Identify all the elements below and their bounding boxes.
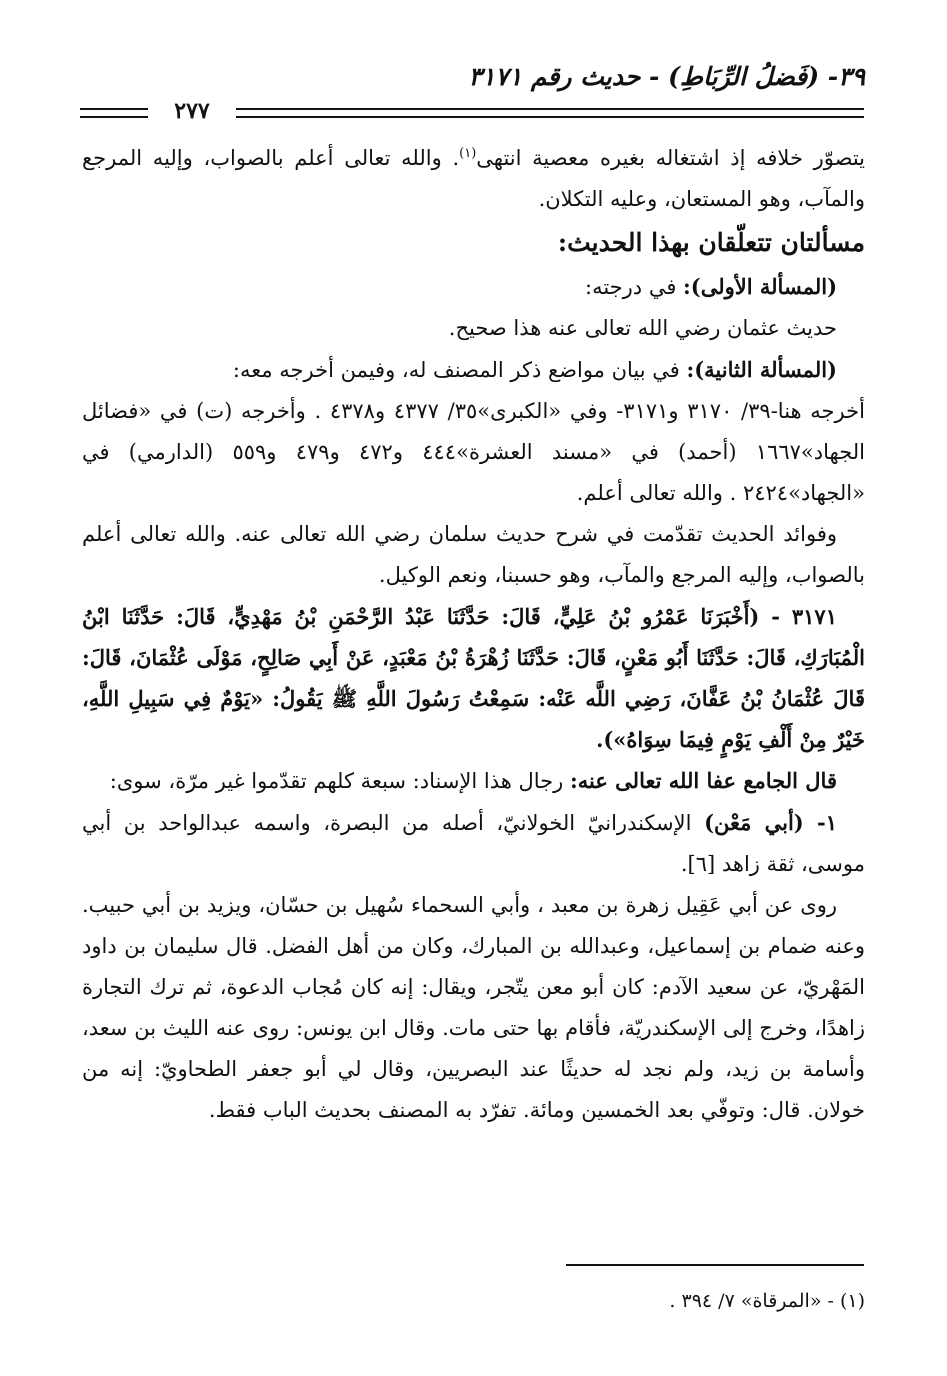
question-one: (المسألة الأولى): في درجته: — [585, 274, 837, 299]
jami-paragraph: قال الجامع عفا الله تعالى عنه: رجال هذا الإسناد: سبعة كلهم تقدّموا غير مرّة، سوى: — [109, 768, 837, 793]
footnote-ref: (١) — [459, 146, 477, 161]
page-number: ٢٧٧ — [152, 98, 232, 124]
narrator-paragraph: ١- (أبي مَعْن) الإسكندرانيّ الخولانيّ، أصله من البصرة، واسمه عبدالواحد بن أبي موسى، ثقة زاهد [٦]. — [82, 810, 865, 876]
question-two: (المسألة الثانية): في بيان مواضع ذكر المصنف له، وفيمن أخرجه معه: — [232, 357, 837, 382]
narrator-biography: روى عن أبي عَقِيل زهرة بن معبد ، وأبي السحماء سُهيل بن حسّان، ويزيد بن أبي حبيب. وعنه ضمام بن إسماعيل، وعبدالله بن المبارك، وكان من أهل الفضل. قال سليمان بن داود المَهْريّ، عن سعيد الآدم: كان أبو معن يتّجر، ويقال: إنه كان مُجاب الدعوة، ثم ترك التجارة زاهدًا، وخرج إلى الإسكندريّة، فأقام بها حتى مات. وقال ابن يونس: روى عنه الليث بن سعد، وأسامة بن زيد، ولم نجد له حديثًا عند البصريين، وقال لي أبو جعفر الطحاويّ: إنه من خولان. قال: وتوفّي بعد الخمسين ومائة. تفرّد به المصنف بحديث الباب فقط. — [82, 893, 865, 1122]
running-header: ٣٩- (فَضلُ الرِّبَاطِ) - حديث رقم ٣١٧١ — [468, 62, 865, 91]
main-text — [82, 138, 865, 1131]
footnote-divider — [566, 1264, 864, 1266]
benefits-paragraph: وفوائد الحديث تقدّمت في شرح حديث سلمان رضي الله تعالى عنه. والله تعالى أعلم بالصواب، وإليه المرجع والمآب، وهو حسبنا، ونعم الوكيل. — [82, 522, 865, 587]
question-two-body: أخرجه هنا-٣٩/ ٣١٧٠ و٣١٧١- وفي «الكبرى»٣٥/ ٤٣٧٧ و٤٣٧٨ . وأخرجه (ت) في «فضائل الجهاد»١٦٦٧ (أحمد) في «مسند العشرة»٤٤٤ و٤٧٢ و٤٧٩ و٥٥٩ (الدارمي) في «الجهاد»٢٤٢٤ . والله تعالى أعلم. — [82, 399, 865, 505]
section-heading: مسألتان تتعلّقان بهذا الحديث: — [557, 228, 865, 257]
footnote: (١) - «المرقاة» ٧/ ٣٩٤ . — [669, 1290, 865, 1312]
header-rule-right — [236, 108, 864, 118]
paragraph-opening: يتصوّر خلافه إذ اشتغاله بغيره معصية انتهى$^{(١)}$. والله تعالى أعلم بالصواب، وإليه المرجع والمآب، وهو المستعان، وعليه التكلان. — [82, 146, 865, 211]
question-one-body: حديث عثمان رضي الله تعالى عنه هذا صحيح. — [448, 316, 837, 340]
header-rule-left — [80, 108, 148, 118]
hadith-text: ٣١٧١ - (أَخْبَرَنَا عَمْرُو بْنُ عَلِيٍّ، قَالَ: حَدَّثَنَا عَبْدُ الرَّحْمَنِ بْنُ مَهْدِيٍّ، قَالَ: حَدَّثَنَا ابْنُ الْمُبَارَكِ، قَالَ: حَدَّثَنَا أَبُو مَعْنٍ، قَالَ: حَدَّثَنَا زُهْرَةُ بْنُ مَعْبَدٍ، عَنْ أَبِي صَالِحٍ، مَوْلَى عُثْمَانَ، قَالَ: قَالَ عُثْمَانُ بْنُ عَفَّانَ، رَضِي اللَّه عَنْه: سَمِعْتُ رَسُولَ اللَّهِ ﷺ يَقُولُ: «يَوْمٌ فِي سَبِيلِ اللَّهِ، خَيْرٌ مِنْ أَلْفِ يَوْمٍ فِيمَا سِوَاهُ»). — [82, 604, 865, 752]
